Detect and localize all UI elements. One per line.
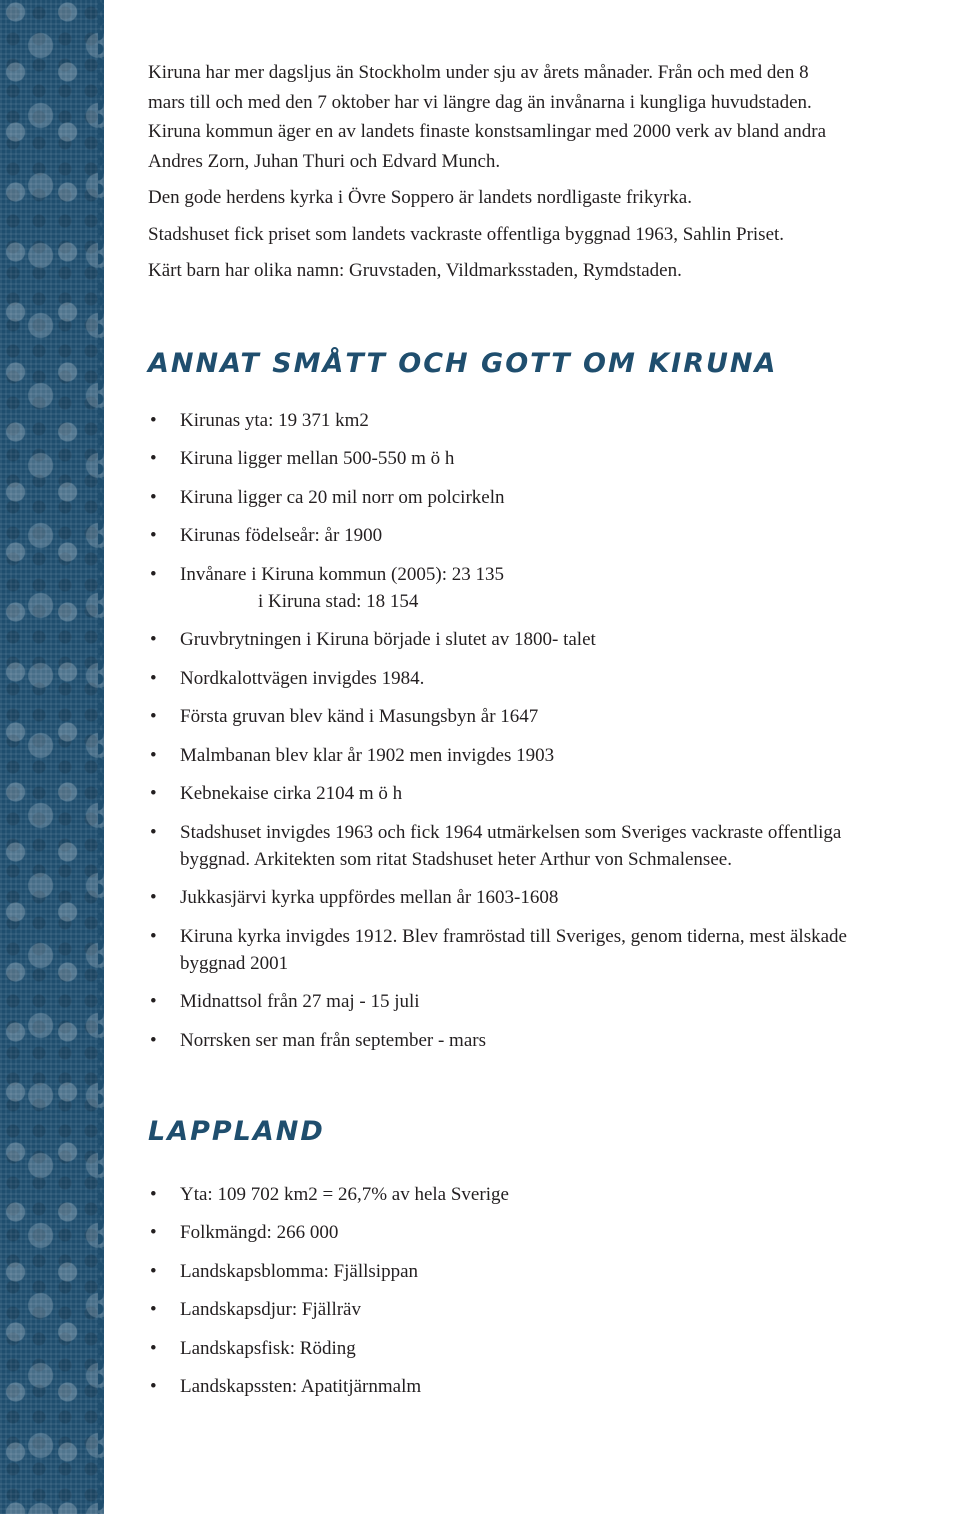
list-item: • Landskapssten: Apatitjärnmalm: [148, 1373, 960, 1400]
section-heading-lappland: LAPPLAND: [148, 1115, 325, 1147]
list-item: • Kebnekaise cirka 2104 m ö h: [148, 780, 960, 807]
lappland-facts-list: [148, 1181, 960, 1401]
list-item: • Nordkalottvägen invigdes 1984.: [148, 665, 960, 692]
page-content: [148, 58, 960, 1412]
intro-line: Stadshuset fick priset som landets vackraste offentliga byggnad 1963, Sahlin Priset.: [148, 223, 785, 245]
list-item: • Landskapsfisk: Röding: [148, 1335, 960, 1362]
list-item-text-cont: byggnad. Arkitekten som ritat Stadshuset heter Arthur von Schmalensee.: [180, 848, 732, 870]
list-item: • Kiruna ligger ca 20 mil norr om polcirkeln: [148, 484, 960, 511]
list-item-subtext: i Kiruna stad: 18 154: [258, 590, 419, 612]
kiruna-facts-list: [148, 407, 960, 1054]
list-item-text: Invånare i Kiruna kommun (2005): 23 135: [180, 563, 504, 585]
list-item: • Jukkasjärvi kyrka uppfördes mellan år 1603-1608: [148, 884, 960, 911]
list-item: [148, 561, 960, 615]
list-item: • Norrsken ser man från september - mars: [148, 1027, 960, 1054]
list-item-text-cont: byggnad 2001: [180, 952, 289, 974]
intro-line: Kärt barn har olika namn: Gruvstaden, Vildmarksstaden, Rymdstaden.: [148, 260, 682, 281]
intro-line: Den gode herdens kyrka i Övre Soppero är landets nordligaste frikyrka.: [148, 187, 692, 208]
list-item: • Folkmängd: 266 000: [148, 1219, 960, 1246]
list-item: [148, 923, 960, 977]
intro-line: Kiruna kommun äger en av landets finaste konstsamlingar med 2000 verk av bland andra: [148, 121, 826, 142]
list-item: • Landskapsdjur: Fjällräv: [148, 1296, 960, 1323]
list-item-text: Kiruna kyrka invigdes 1912. Blev framröstad till Sveriges, genom tiderna, mest älskade: [180, 925, 847, 947]
list-item: • Landskapsblomma: Fjällsippan: [148, 1258, 960, 1285]
list-item: • Kirunas födelseår: år 1900: [148, 522, 960, 549]
list-item: [148, 819, 960, 873]
intro-text: [148, 58, 960, 286]
list-item: • Midnattsol från 27 maj - 15 juli: [148, 988, 960, 1015]
intro-line: Kiruna har mer dagsljus än Stockholm under sju av årets månader. Från och med den 8: [148, 62, 809, 83]
list-item: • Första gruvan blev känd i Masungsbyn år 1647: [148, 703, 960, 730]
section-heading-kiruna: ANNAT SMÅTT OCH GOTT OM KIRUNA: [148, 347, 778, 379]
intro-line: mars till och med den 7 oktober har vi längre dag än invånarna i kungliga huvudstaden.: [148, 91, 812, 113]
list-item: • Kirunas yta: 19 371 km2: [148, 407, 960, 434]
decorative-pattern-border: [0, 0, 104, 1514]
list-item-text: Stadshuset invigdes 1963 och fick 1964 utmärkelsen som Sveriges vackraste offentliga: [180, 821, 842, 843]
list-item: • Gruvbrytningen i Kiruna började i slutet av 1800- talet: [148, 626, 960, 653]
list-item: • Malmbanan blev klar år 1902 men invigdes 1903: [148, 742, 960, 769]
intro-line: Andres Zorn, Juhan Thuri och Edvard Munch.: [148, 150, 501, 172]
list-item: • Kiruna ligger mellan 500-550 m ö h: [148, 445, 960, 472]
list-item: • Yta: 109 702 km2 = 26,7% av hela Sverige: [148, 1181, 960, 1208]
